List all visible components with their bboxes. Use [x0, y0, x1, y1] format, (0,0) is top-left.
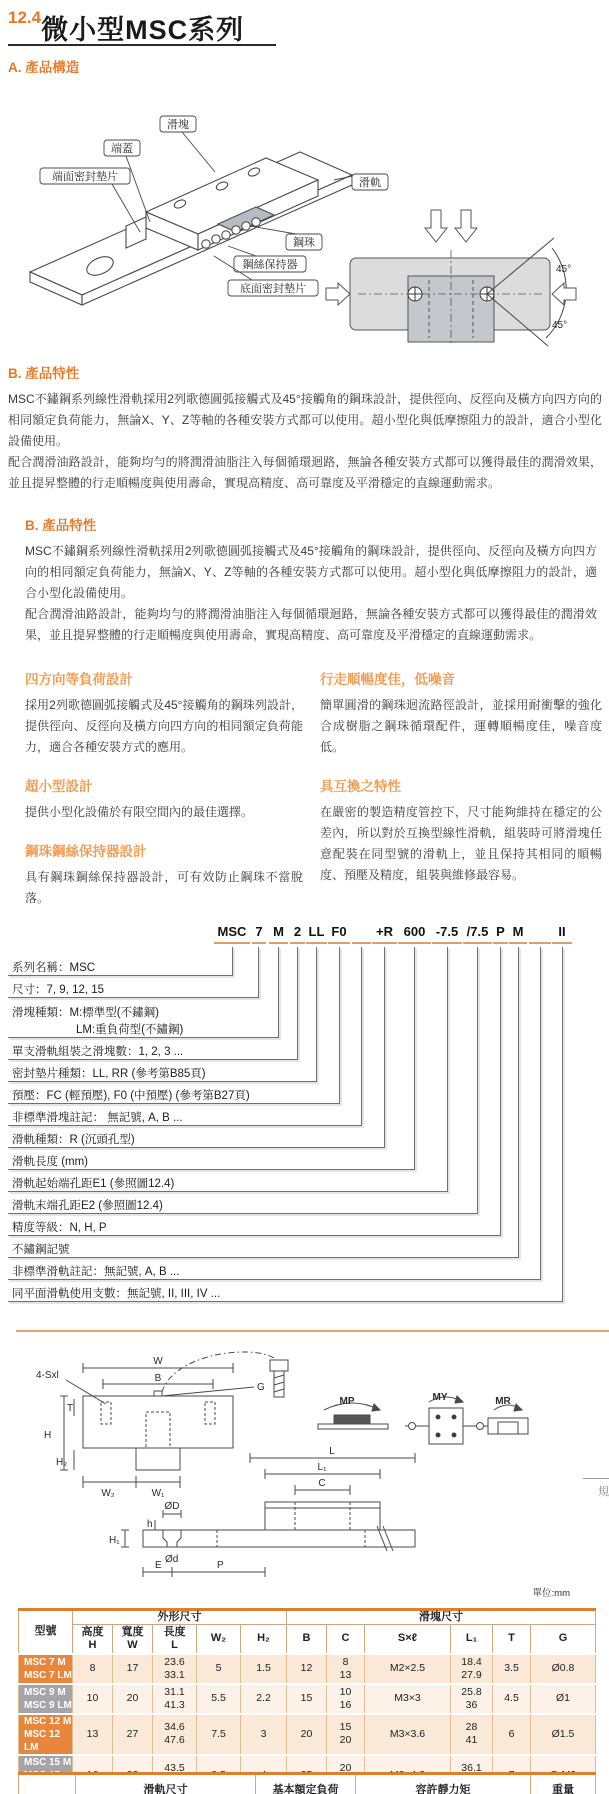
legend-label-line2: LM:重負荷型(不鏽鋼)	[76, 1024, 184, 1036]
section-divider	[16, 1330, 609, 1332]
section-b2-p1: MSC不鏽鋼系列線性滑軌採用2列歌德圓弧接觸式及45°接觸角的鋼珠設計，提供徑向、反徑向及橫方向四方向的相同額定負荷能力，無論X、Y、Z等軸的各種安裝方式都可以使用。超小型化與低摩擦阻力的設計，適合小型化設備使用。	[25, 544, 597, 600]
section-number: 12.4	[8, 8, 42, 27]
label-block: 滑塊	[167, 119, 189, 131]
part-number-diagram	[0, 920, 609, 1320]
feature-title: 超小型設計	[25, 779, 93, 794]
label-end-cap: 端蓋	[111, 143, 133, 155]
legend-label: 滑軌末端孔距E2 (參照圖12.4)	[12, 1200, 163, 1212]
code-segment	[529, 924, 551, 944]
title-underline	[8, 44, 276, 46]
code-segment: 600	[398, 924, 431, 944]
group-block-dims: 滑塊尺寸	[287, 1610, 596, 1625]
col-basic-load: 基本額定負荷	[256, 1774, 356, 1794]
moment-mp: MP	[339, 1396, 355, 1407]
section-b1-heading: B. 產品特性	[8, 366, 80, 381]
col-h: 高度 H	[73, 1625, 113, 1654]
legend-label: 滑軌長度 (mm)	[12, 1156, 89, 1168]
spec-table	[18, 1608, 596, 1794]
section-b1	[8, 362, 602, 494]
label-ball: 鋼珠	[293, 237, 315, 249]
legend-label: 同平面滑軌使用支數：無記號, II, III, IV ...	[12, 1288, 221, 1300]
angle-45-top: 45°	[556, 264, 572, 275]
dim-g: G	[257, 1382, 265, 1393]
section-b2-heading: B. 產品特性	[25, 518, 97, 533]
code-segment: M	[269, 924, 288, 944]
code-segment: MSC	[214, 924, 250, 944]
feature-text: 具有鋼珠鋼絲保持器設計，可有效防止鋼珠不當脫落。	[25, 870, 303, 905]
legend-label: 滑塊種類：M:標準型(不鏽鋼)	[12, 1007, 159, 1019]
group-outer-dims: 外形尺寸	[73, 1610, 287, 1625]
group-header-row	[19, 1610, 596, 1625]
label-end-seal: 端面密封墊片	[52, 171, 118, 183]
section-a-heading: A. 產品構造	[8, 60, 80, 75]
model-cell: MSC 15 M	[19, 1755, 73, 1794]
legend-label: 滑軌起始端孔距E1 (參照圖12.4)	[12, 1178, 175, 1190]
dim-w: W	[153, 1356, 163, 1367]
feature-text: 採用2列歌德圓弧接觸式及45°接觸角的鋼珠列設計，提供徑向、反徑向及橫方向四方向的相同額定負荷能力，適合各種安裝方式的應用。	[25, 698, 303, 754]
legend-label: 精度等級：N, H, P	[12, 1222, 107, 1234]
code-segment: F0	[328, 924, 350, 944]
legend-label: 密封墊片種類：LL, RR (參考第B85頁)	[12, 1068, 206, 1080]
feature-text: 在嚴密的製造精度管控下，尺寸能夠維持在穩定的公差內，所以對於互換型線性滑軌，組裝時可將滑塊任意配裝在同型號的滑軌上，並且保持其相同的順暢度、預壓及精度，組裝與維修最容易。	[320, 805, 602, 882]
screw-head	[270, 1360, 288, 1371]
code-segment: -7.5	[432, 924, 462, 944]
unit-label: 單位:mm	[532, 1588, 570, 1599]
feature-title: 鋼珠鋼絲保持器設計	[25, 844, 147, 859]
dim-t: T	[67, 1403, 74, 1414]
col-weight: 重量	[531, 1774, 596, 1794]
col-w: 寬度 W	[113, 1625, 153, 1654]
legend-label: 非標準滑軌註記：無記號, A, B ...	[12, 1266, 180, 1278]
product-structure-diagram	[0, 76, 609, 362]
dim-p: P	[217, 1560, 224, 1571]
dim-h-small: h	[147, 1519, 153, 1530]
front-view	[60, 1352, 288, 1488]
model-cell: MSC 12 M MSC 12 LM	[19, 1714, 73, 1755]
feature-title: 四方向等負荷設計	[25, 672, 133, 687]
col-c: C	[327, 1625, 365, 1654]
moment-mr: MR	[495, 1396, 511, 1407]
legend-label: 滑軌種類：R (沉頭孔型)	[12, 1134, 135, 1146]
label-rail: 滑軌	[359, 177, 381, 189]
features-right-column	[320, 668, 602, 903]
table-row-msc7: MSC 7 M MSC 7 LM 8 17 23.6 33.1 5 1.5 12 8 13 M2×2.5 18.4 27.9 3.5 Ø0.8	[19, 1654, 596, 1684]
dim-l1: L₁	[317, 1462, 327, 1473]
page-title-text: 微小型MSC系列	[41, 15, 245, 45]
code-segment: /7.5	[463, 924, 492, 944]
empty-cell	[19, 1774, 76, 1794]
code-segment: LL	[306, 924, 327, 944]
page-edge-marker: 規	[583, 1478, 609, 1517]
feature-text: 簡單圓滑的鋼珠迴流路徑設計，並採用耐衝擊的強化合成樹脂之鋼珠循環配件，運轉順暢度佳，噪音度低。	[320, 698, 602, 754]
dimension-drawing	[0, 1342, 609, 1604]
col-h2: H₂	[241, 1625, 287, 1654]
label-retainer: 鋼絲保持器	[242, 259, 298, 271]
code-segment: II	[552, 924, 572, 944]
model-cell: MSC 7 M MSC 7 LM	[19, 1654, 73, 1684]
dim-dD: ØD	[164, 1501, 180, 1512]
code-segment: P	[493, 924, 508, 944]
col-rail-dims: 滑軌尺寸	[76, 1774, 256, 1794]
table-row-msc12: MSC 12 M MSC 12 LM 13 27 34.6 47.6 7.5 3 20 15 20 M3×3.6 28 41 6 Ø1.5	[19, 1714, 596, 1755]
angle-45-bottom: 45°	[552, 320, 568, 331]
dim-4sxl: 4-Sxl	[36, 1370, 59, 1381]
legend-label: 尺寸：7, 9, 12, 15	[12, 984, 105, 996]
feature-title: 行走順暢度佳，低噪音	[320, 672, 455, 687]
col-t: T	[493, 1625, 531, 1654]
dim-w1: W₁	[151, 1488, 165, 1499]
section-b2	[25, 514, 597, 646]
dim-dd: Ød	[165, 1554, 179, 1565]
col-l: 長度 L	[153, 1625, 197, 1654]
col-sl: S×ℓ	[365, 1625, 451, 1654]
section-b2-p2: 配合潤滑油路設計，能夠均勻的將潤滑油脂注入每個循環迴路，無論各種安裝方式都可以獲得最佳的潤滑效果，並且提昇整體的行走順暢度與使用壽命，實現高精度、高可靠度及平滑穩定的直線運動需求。	[25, 607, 597, 642]
dim-b: B	[154, 1373, 162, 1384]
col-b: B	[287, 1625, 327, 1654]
second-table-header	[18, 1772, 596, 1794]
features-left-column	[25, 668, 303, 926]
col-g: G	[531, 1625, 596, 1654]
dim-h2: H₂	[56, 1457, 68, 1468]
code-segment: 7	[252, 924, 266, 944]
dim-e: E	[155, 1560, 162, 1571]
legend-label: 單支滑軌組裝之滑塊數：1, 2, 3 ...	[12, 1046, 184, 1058]
moment-my: MY	[432, 1392, 448, 1403]
feature-title: 具互換之特性	[320, 779, 401, 794]
second-table-header-row	[19, 1774, 596, 1794]
section-b1-p2: 配合潤滑油路設計，能夠均勻的將潤滑油脂注入每個循環迴路，無論各種安裝方式都可以獲得最佳的潤滑效果，並且提昇整體的行走順暢度與使用壽命，實現高精度、高可靠度及平滑穩定的直線運動需求。	[8, 455, 602, 490]
code-segment: M	[509, 924, 527, 944]
table-row-msc15: MSC 15 M 43.5 20 36.1	[19, 1755, 596, 1794]
page-title	[8, 8, 244, 47]
column-header-row	[19, 1625, 596, 1654]
model-cell: MSC 9 M MSC 9 LM	[19, 1684, 73, 1714]
dim-c: C	[318, 1478, 326, 1489]
code-segment: +R	[372, 924, 397, 944]
code-segment: 2	[290, 924, 305, 944]
legend-label: 預壓：FC (輕預壓), F0 (中預壓) (參考第B27頁)	[12, 1090, 250, 1102]
dim-h: H	[44, 1430, 52, 1441]
legend-label: 非標準滑塊註記： 無記號, A, B ...	[12, 1112, 183, 1124]
label-bottom-seal: 底面密封墊片	[240, 283, 306, 295]
contact-angle-diagram	[326, 210, 576, 346]
section-b1-p1: MSC不鏽鋼系列線性滑軌採用2列歌德圓弧接觸式及45°接觸角的鋼珠設計，提供徑向、反徑向及橫方向四方向的相同額定負荷能力，無論X、Y、Z等軸的各種安裝方式都可以使用。超小型化與低摩擦阻力的設計，適合小型化設備使用。	[8, 392, 602, 448]
dim-h1: H₁	[109, 1535, 120, 1546]
col-static-moment: 容許靜力矩	[356, 1774, 531, 1794]
dim-w2: W₂	[101, 1488, 115, 1499]
dim-l: L	[329, 1446, 335, 1457]
legend-label: 系列名稱：MSC	[12, 962, 96, 974]
legend-label: 不鏽鋼記號	[12, 1244, 70, 1256]
feature-text: 提供小型化設備於有限空間內的最佳選擇。	[25, 805, 254, 819]
col-w2: W₂	[197, 1625, 241, 1654]
code-segment	[352, 924, 371, 944]
col-model: 型號	[19, 1610, 73, 1654]
col-l1: L₁	[451, 1625, 493, 1654]
table-row-msc9: MSC 9 M MSC 9 LM 10 20 31.1 41.3 5.5 2.2 15 10 16 M3×3 25.8 36 4.5 Ø1	[19, 1684, 596, 1714]
